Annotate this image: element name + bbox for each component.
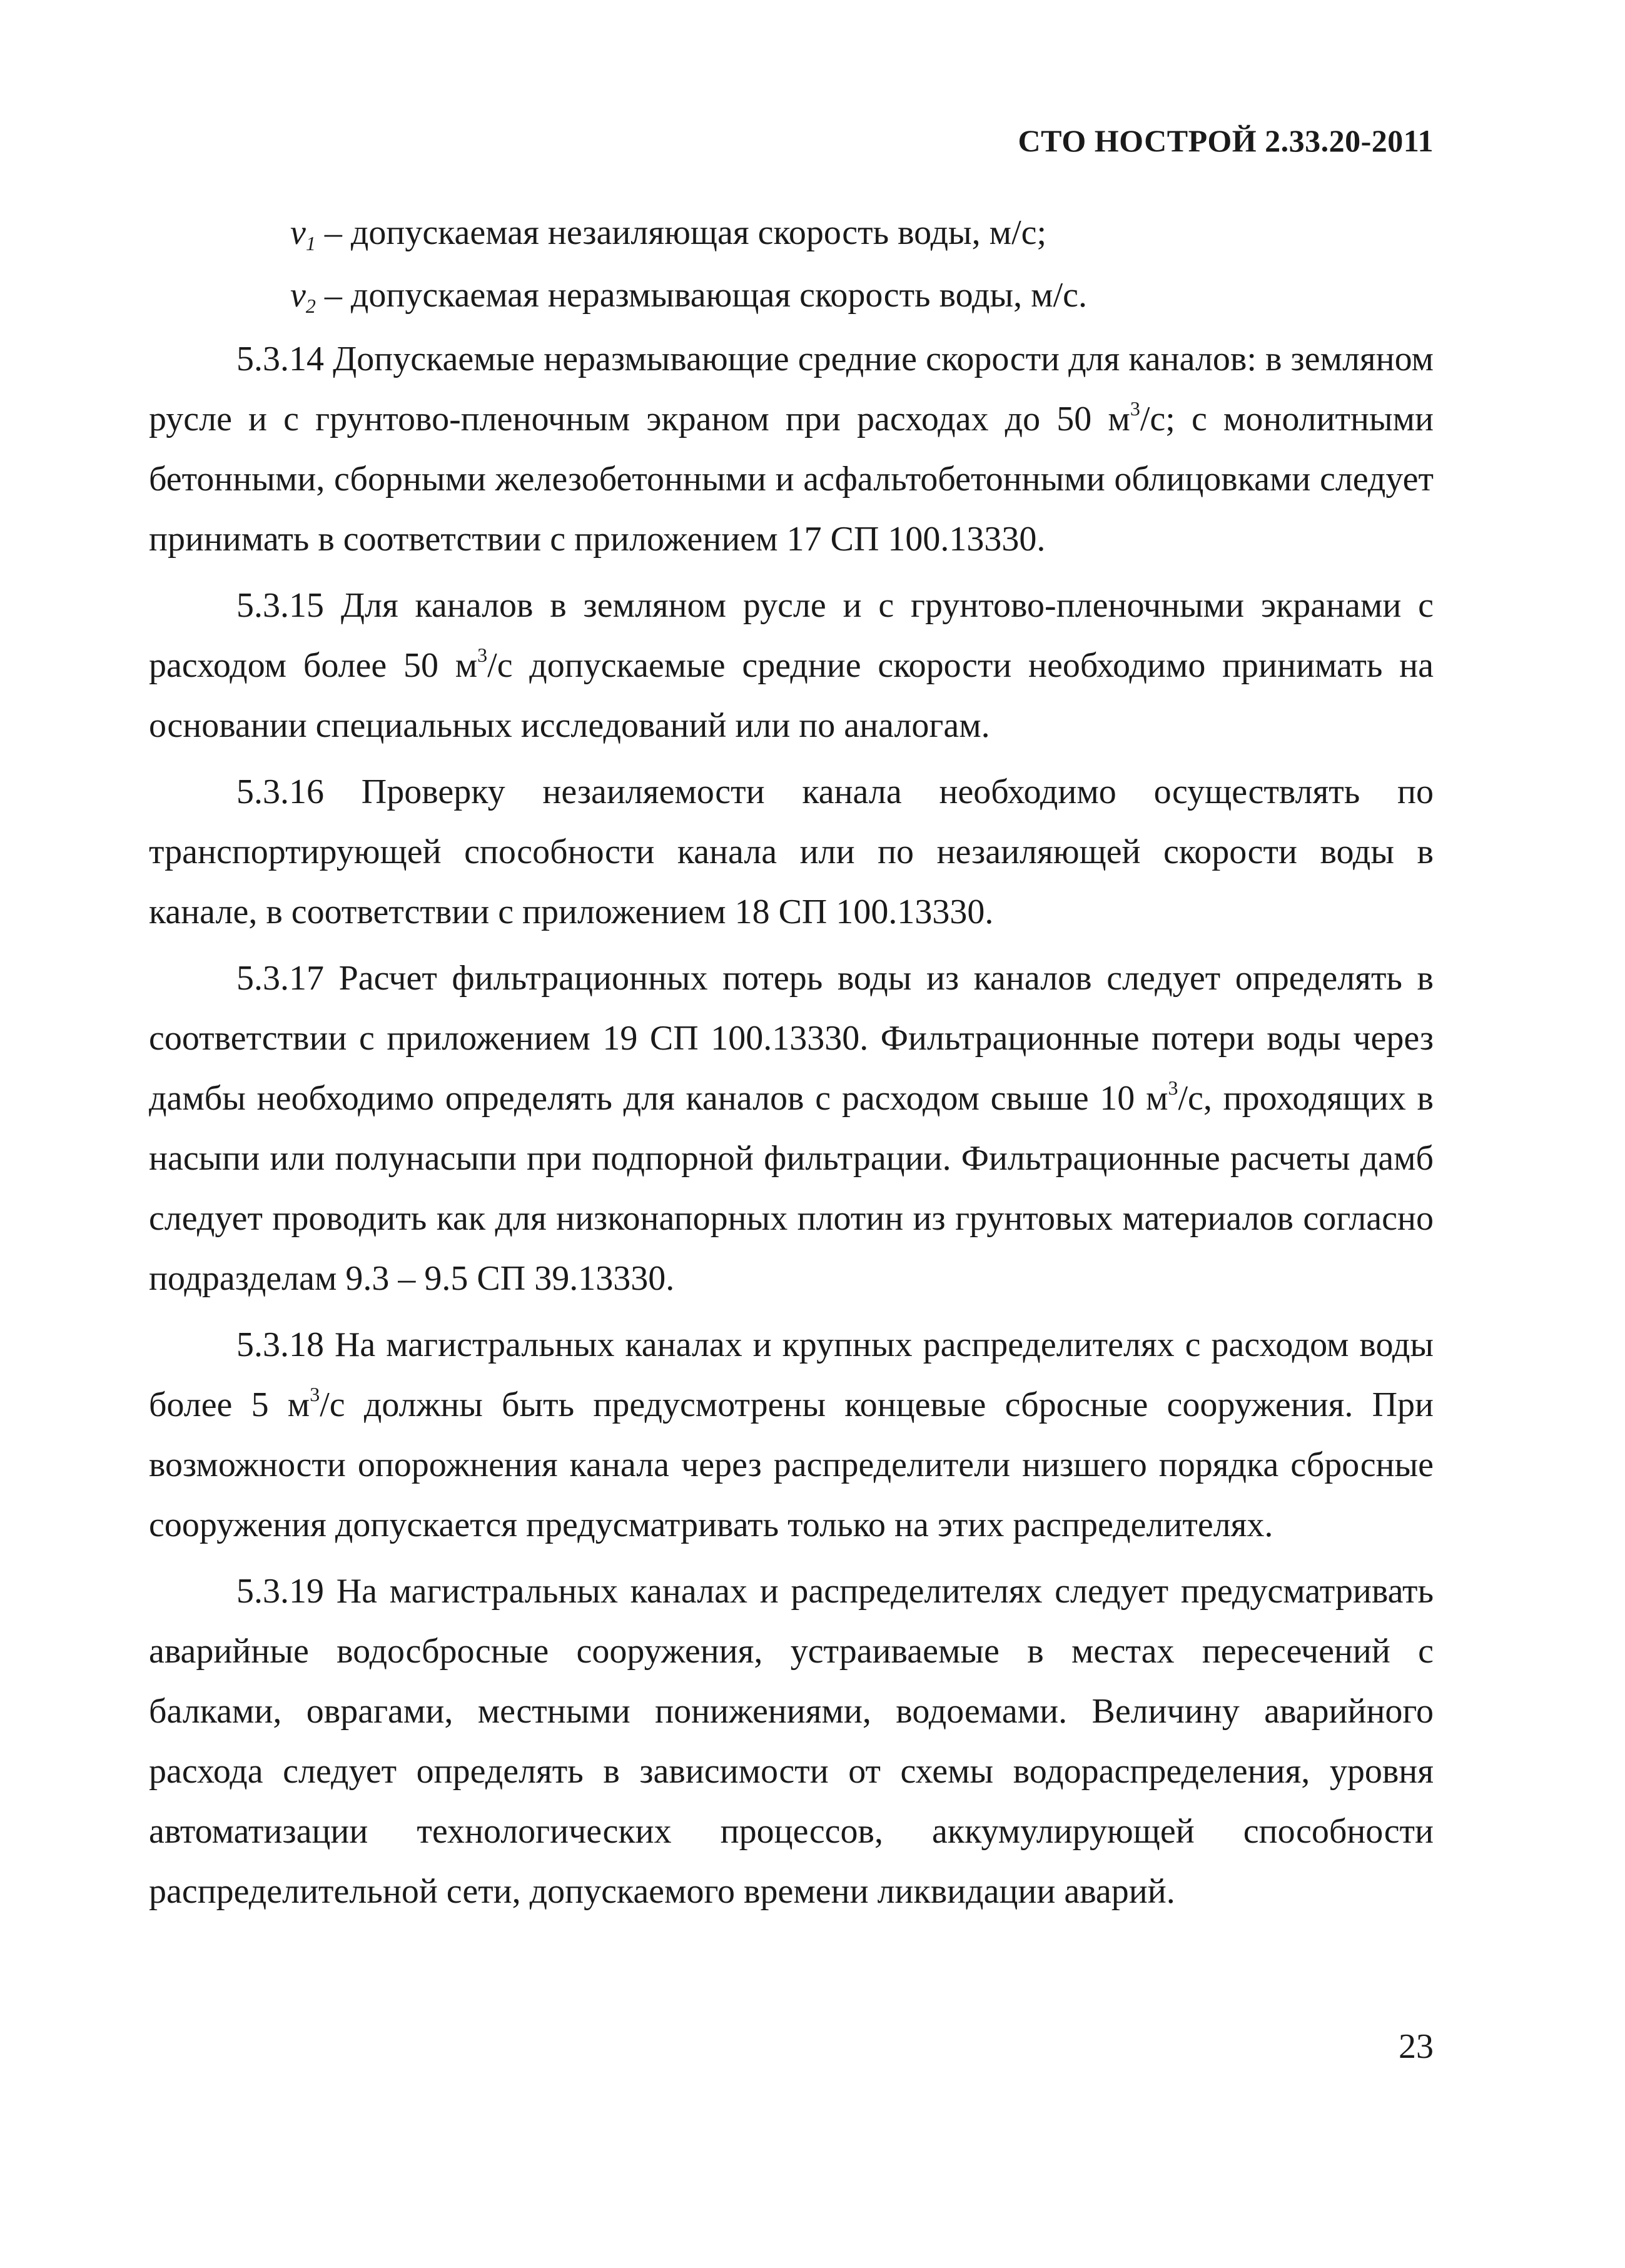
document-header: СТО НОСТРОЙ 2.33.20-2011 xyxy=(1018,123,1434,158)
paragraph-5-3-15: 5.3.15 Для каналов в земляном русле и с грунтово-пленочными экранами с расходом более 50 $м^3/с$ допускаемые средние скорости необходимо принимать на основании специальных исследований или по аналогам. xyxy=(149,586,1434,745)
paragraph-5-3-18: 5.3.18 На магистральных каналах и крупных распределителях с расходом воды более 5 $м^3/с$ должны быть предусмотрены концевые сбросные сооружения. При возможности опорожнения канала через распределители низшего порядка сбросные сооружения допускается предусматривать только на этих распределителях. xyxy=(149,1325,1434,1544)
body-text xyxy=(149,329,1434,1928)
paragraph-5-3-19: 5.3.19 На магистральных каналах и распределителях следует предусматривать аварийные водосбросные сооружения, устраиваемые в местах пересечений с балками, оврагами, местными понижениями, водоемами. Величину аварийного расхода следует определять в зависимости от схемы водораспределения, уровня автоматизации технологических процессов, аккумулирующей способности распределительной сети, допускаемого времени ликвидации аварий. xyxy=(149,1572,1434,1911)
paragraph-5-3-17: 5.3.17 Расчет фильтрационных потерь воды из каналов следует определять в соответствии с приложением 19 СП 100.13330. Фильтрационные потери воды через дамбы необходимо определять для каналов с расходом свыше 10 $м^3/с$, проходящих в насыпи или полунасыпи при подпорной фильтрации. Фильтрационные расчеты дамб следует проводить как для низконапорных плотин из грунтовых материалов согласно подразделам 9.3 – 9.5 СП 39.13330. xyxy=(149,959,1434,1298)
definition-v2 xyxy=(149,264,1434,327)
paragraph-5-3-16: 5.3.16 Проверку незаиляемости канала необходимо осуществлять по транспортирующей способности канала или по незаиляющей скорости воды в канале, в соответствии с приложением 18 СП 100.13330. xyxy=(149,772,1434,931)
definition-v1 xyxy=(149,201,1434,264)
page-number: 23 xyxy=(1399,2027,1434,2066)
definition-text: – допускаемая неразмывающая скорость воды, м/с. xyxy=(315,276,1088,315)
paragraph-5-3-14: 5.3.14 Допускаемые неразмывающие средние скорости для каналов: в земляном русле и с грунтово-пленочным экраном при расходах до 50 $м^3/с$; с монолитными бетонными, сборными железобетонными и асфальтобетонными облицовками следует принимать в соответствии с приложением 17 СП 100.13330. xyxy=(149,340,1434,559)
variable-definitions xyxy=(149,201,1434,327)
variable-symbol: $v_2$ xyxy=(290,276,316,317)
variable-symbol: $v_1$ xyxy=(290,213,316,255)
definition-text: – допускаемая незаиляющая скорость воды, м/с; xyxy=(315,213,1047,252)
